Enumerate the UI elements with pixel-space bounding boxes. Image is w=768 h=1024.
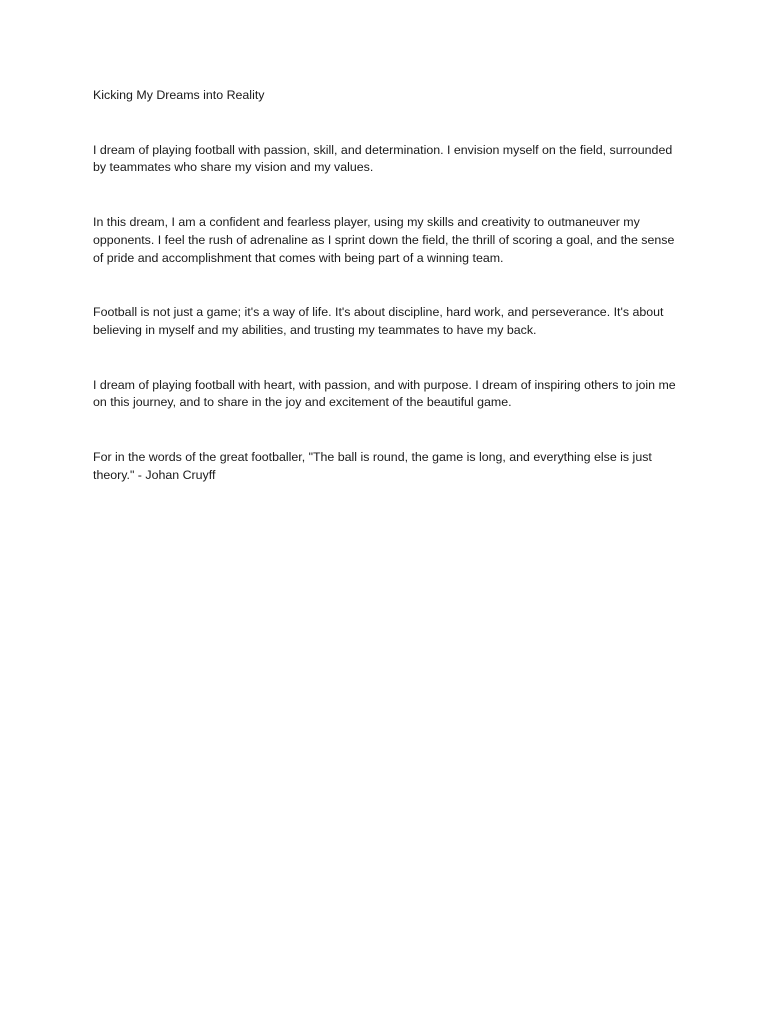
paragraph-3: Football is not just a game; it's a way of life. It's about discipline, hard work, and perseverance. It's about believing in myself and my abilities, and trusting my teammates to have my back. [93, 305, 664, 337]
paragraph-2: In this dream, I am a confident and fearless player, using my skills and creativity to outmaneuver my opponents. I feel the rush of adrenaline as I sprint down the field, the thrill of scoring a goal, and the sense of pride and accomplishment that comes with being part of a winning team. [93, 215, 675, 265]
document-body [93, 87, 678, 521]
paragraph-4: I dream of playing football with heart, with passion, and with purpose. I dream of inspiring others to join me on this journey, and to share in the joy and excitement of the beautiful game. [93, 377, 676, 410]
document-title: Kicking My Dreams into Reality [93, 88, 265, 102]
paragraph-1: I dream of playing football with passion, skill, and determination. I envision myself on the field, surrounded by teammates who share my vision and my values. [93, 142, 673, 175]
paragraph-5-quote: For in the words of the great footballer, "The ball is round, the game is long, and everything else is just theory." - Johan Cruyff [93, 450, 652, 482]
